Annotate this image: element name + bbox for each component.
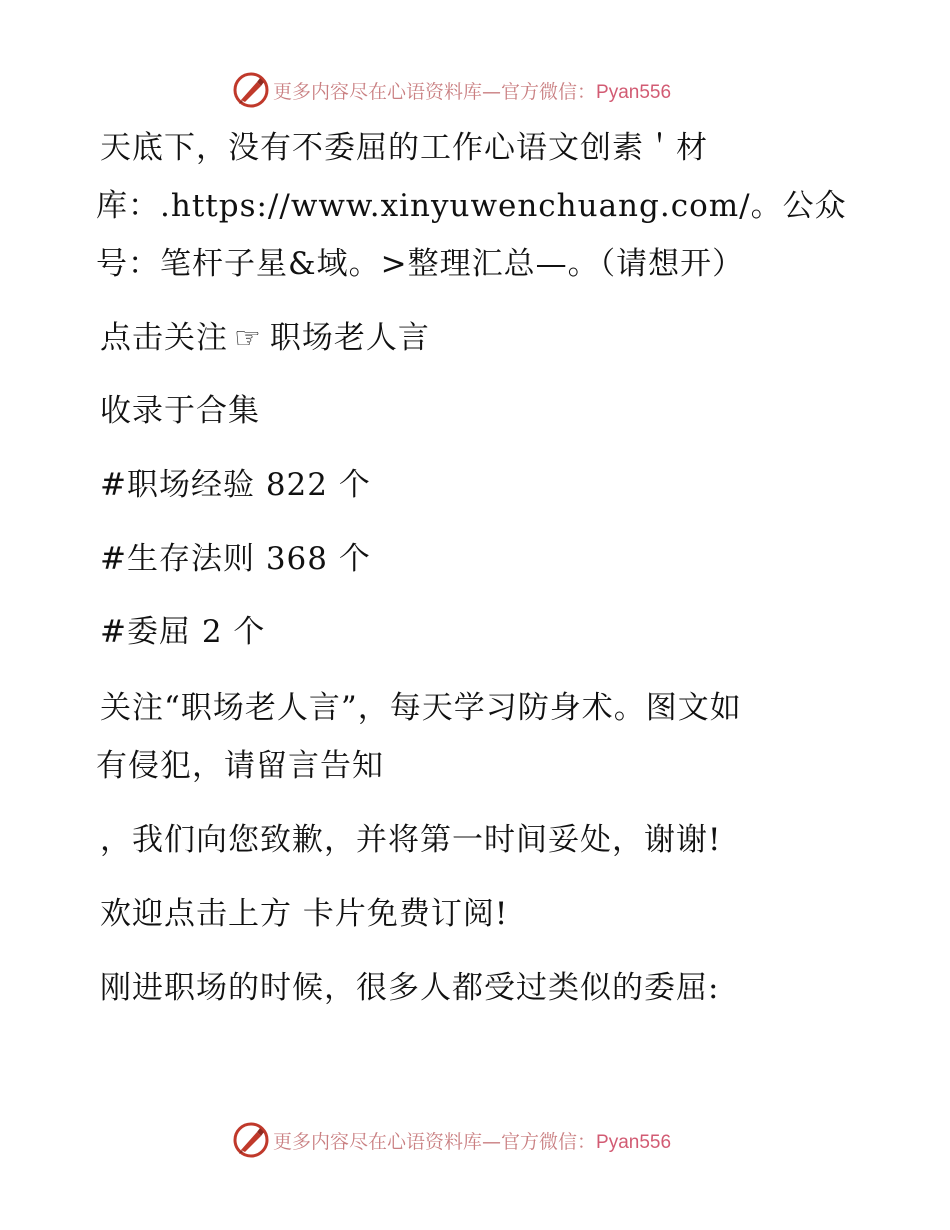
tag-grievance[interactable]: #委屈 2 个 — [100, 614, 266, 650]
text-line-2: 库：.https://www.xinyuwenchuang.com/。公众 — [96, 188, 847, 224]
follow-line — [100, 318, 430, 359]
text-line-3: 号：笔杆子星&域。>整理汇总—。（请想开） — [96, 246, 745, 282]
text-line-subscribe: 欢迎点击上方 卡片免费订阅! — [100, 896, 509, 932]
text-line-1: 天底下，没有不委屈的工作心语文创素＇材 — [100, 130, 708, 166]
banner-wechat-id: Pyan556 — [596, 1131, 672, 1153]
follow-account[interactable]: 职场老人言 — [269, 320, 430, 356]
header-watermark-banner — [233, 70, 671, 110]
banner-wechat-id: Pyan556 — [596, 81, 672, 103]
pen-logo-icon — [233, 1122, 269, 1158]
tag-survival-rules[interactable]: #生存法则 368 个 — [100, 541, 371, 577]
pen-logo-icon — [233, 72, 269, 108]
banner-text: 更多内容尽在心语资料库—官方微信： — [273, 1130, 597, 1153]
collection-label: 收录于合集 — [100, 393, 260, 429]
tag-career-experience[interactable]: #职场经验 822 个 — [100, 467, 371, 503]
text-line-intro: 刚进职场的时候，很多人都受过类似的委屈: — [100, 970, 720, 1006]
text-line-follow-notice: 关注“职场老人言”，每天学习防身术。图文如 — [100, 690, 742, 726]
follow-prefix: 点击关注 — [100, 320, 228, 356]
text-line-infringement: 有侵犯，请留言告知 — [96, 748, 384, 784]
footer-watermark-banner — [233, 1120, 671, 1160]
banner-text: 更多内容尽在心语资料库—官方微信： — [273, 80, 597, 103]
pointing-hand-icon: ☞ — [234, 321, 262, 356]
text-line-apology: ，我们向您致歉，并将第一时间妥处，谢谢! — [100, 822, 722, 858]
